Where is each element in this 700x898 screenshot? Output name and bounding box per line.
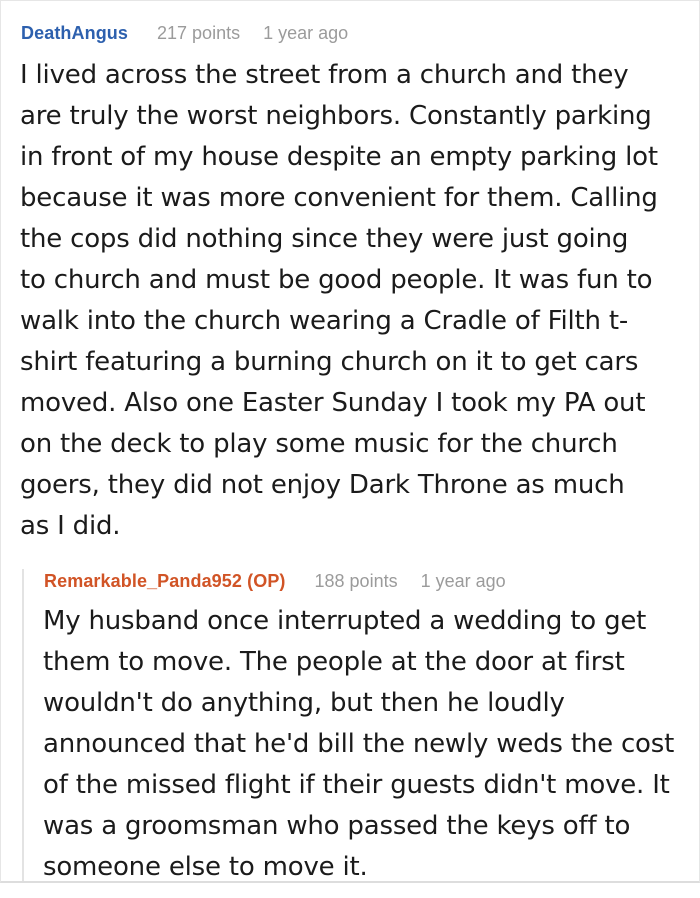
comment-reply [22,569,680,883]
comment [20,21,680,883]
comment-author-link[interactable]: DeathAngus [21,23,129,43]
reply-timestamp: 1 year ago [420,571,506,591]
reply-author-link[interactable]: Remarkable_Panda952 (OP) [44,571,286,591]
comment-header [21,21,680,45]
reply-points: 188 points [314,571,398,591]
reply-body-text: My husband once interrupted a wedding to get them to move. The people at the door at first wouldn't do anything, but then he loudly announced that he'd bill the newly weds the cost of the missed flight if their guests didn't move. It was a groomsman who passed the keys off to someone else to move it. [43,606,675,882]
comment-body-text: I lived across the street from a church and they are truly the worst neighbors. Constantly parking in front of my house despite an empty parking lot because it was more convenient for them. Calling the cops did nothing since they were just going to church and must be good people. It was fun to walk into the church wearing a Cradle of Filth t-shirt featuring a burning church on it to get cars moved. Also one Easter Sunday I took my PA out on the deck to play some music for the church goers, they did not enjoy Dark Throne as much as I did. [20,60,658,541]
reply-header [44,569,680,593]
comment-timestamp: 1 year ago [263,23,349,43]
comment-points: 217 points [157,23,241,43]
